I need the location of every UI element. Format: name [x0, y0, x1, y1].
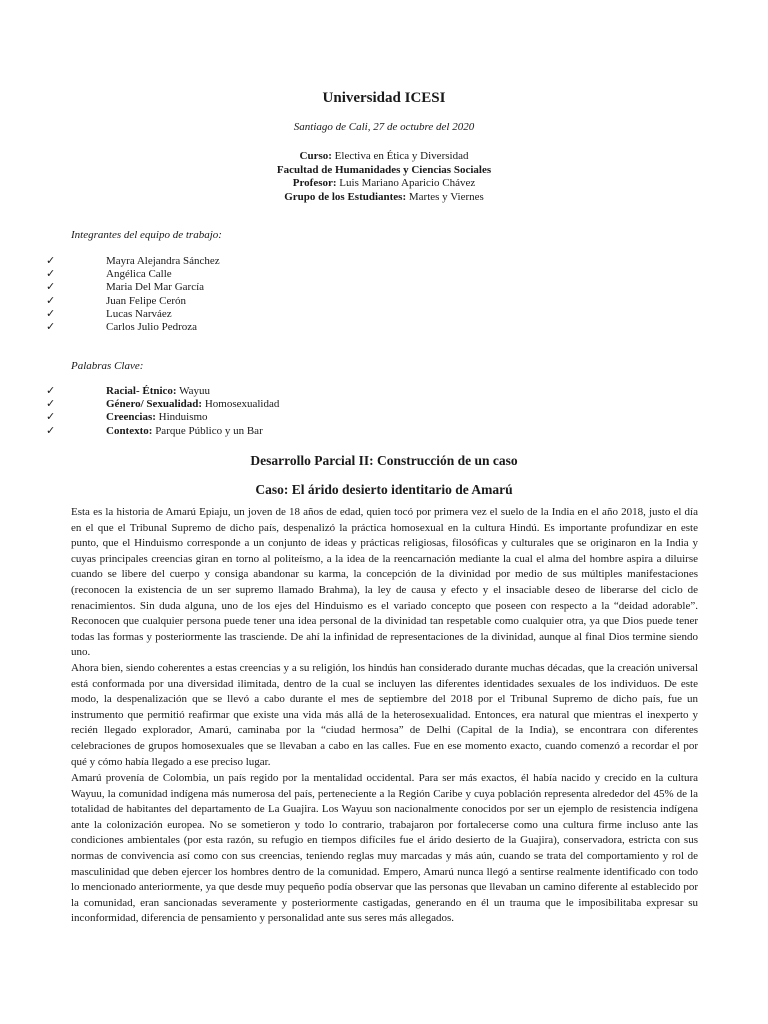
checkmark-icon: ✓: [46, 294, 56, 307]
list-item: ✓ Contexto: Parque Público y un Bar: [46, 424, 263, 437]
list-item: ✓ Racial- Étnico: Wayuu: [46, 385, 211, 397]
checkmark-icon: ✓: [46, 281, 56, 294]
list-item: ✓ Maria Del Mar García: [46, 281, 205, 294]
document-date: Santiago de Cali, 27 de octubre del 2020: [293, 121, 475, 133]
team-list: [46, 255, 446, 334]
paragraph-3: Amarú provenía de Colombia, un país regido por la mentalidad occidental. Para ser más exactos, él había nacido y crecido en la cultura Wayuu, la comunidad indígena más numerosa del país, perteneciente a la Región Caribe y cuya población representa alrededor del 45% de la totalidad de habitantes del departamento de La Guajira. Los Wayuu son nacionalmente conocidos por ser un ejemplo de resistencia indígena ante la colonización europea. No se sometieron y todo lo contrario, trabajaron por fortalecerse como una cultura firme incluso ante las condiciones ambientales (por esta razón, su refugio en tiempos difíciles fue el árido desierto de la Guajira), conservadora, estricta con sus normas de convivencia así como con sus creencias, teniendo reglas muy marcadas y más aún, cuando se trata del comportamiento y rol de masculinidad que deben ejercer los hombres dentro de la comunidad. Empero, Amarú nunca llegó a sentirse realmente identificado con todo lo mencionado anteriormente, ya que desde muy pequeño podía observar que las personas que llevaban un camino diferente al establecido por la comunidad, eran sancionadas severamente y posteriormente castigadas, generando en él un trauma que le imposibilitaba expresar su inconformidad, diferencia de pensamiento y personalidad ante sus seres más allegados.: [71, 772, 698, 925]
checkmark-icon: ✓: [46, 385, 56, 397]
course-info: [0, 150, 768, 204]
checkmark-icon: ✓: [46, 255, 56, 267]
paragraph-2: Ahora bien, siendo coherentes a estas creencias y a su religión, los hindús han considerado durante muchas décadas, que la creación universal está conformada por una diversidad ilimitada, dentro de la cual se incluyen las diferentes identidades sexuales de los individuos. De este modo, la despenalización que se llevó a cabo durante el mes de septiembre del 2018 por el Tribunal Supremo de dicho país, fue un instrumento que permitió reafirmar que existe una vida más allá de la heterosexualidad. Entonces, era natural que mientras el inexperto y recién llegado explorador, Amarú, caminaba por la “ciudad hermosa” de Delhi (Capital de la India), se encontrara con diferentes celebraciones de grupos homosexuales que se llevaban a cabo en las calles. Fue en ese momento exacto, cuando comenzó a recordar el por qué y cómo había llegado a ese preciso lugar.: [71, 662, 698, 768]
faculty-line: Facultad de Humanidades y Ciencias Sociales: [276, 163, 492, 176]
list-item: ✓ Juan Felipe Cerón: [46, 294, 187, 307]
list-item: ✓ Angélica Calle: [46, 268, 172, 281]
section-heading: Desarrollo Parcial II: Construcción de un caso: [250, 453, 518, 468]
case-heading: Caso: El árido desierto identitario de Amarú: [255, 482, 513, 497]
document-title: Universidad ICESI: [322, 90, 446, 106]
checkmark-icon: ✓: [46, 307, 56, 320]
list-item: ✓ Creencias: Hinduismo: [46, 411, 208, 424]
professor-line: Profesor: Luis Mariano Aparicio Chávez: [292, 177, 476, 189]
checkmark-icon: ✓: [46, 398, 56, 411]
checkmark-icon: ✓: [46, 411, 56, 424]
keywords-list: [46, 385, 446, 438]
team-label: Integrantes del equipo de trabajo:: [71, 229, 222, 241]
course-line: Curso: Electiva en Ética y Diversidad: [299, 150, 469, 162]
list-item: ✓ Mayra Alejandra Sánchez: [46, 255, 220, 267]
checkmark-icon: ✓: [46, 321, 56, 334]
paragraph-1: Esta es la historia de Amarú Epiaju, un joven de 18 años de edad, quien tocó por primera vez el suelo de la India en el año 2018, justo el día en el que el Tribunal Supremo de dicho país, despenalizó la práctica homosexual en la cultura Hindú. Es importante profundizar en este punto, que el Hinduismo corresponde a un conjunto de ideas y prácticas religiosas, filosóficas y culturales que se originaron en la India y cuyas principales creencias giran en torno al politeísmo, a la idea de la reencarnación mediante la cual el alma del hombre aspira a diluirse cuando se libere del cuerpo y consiga abandonar su karma, la concepción de la divinidad por medio de sus múltiples manifestaciones (reconocen la existencia de un ser supremo llamado Brahma), la ley de causa y efecto y el insaciable deseo de liberarse del ciclo de renacimientos. Sin duda alguna, uno de los ejes del Hinduismo es el variado concepto que poseen con respecto a la “deidad adorable”. Reconocen que cualquier persona puede tener una idea personal de la divinidad tan respetable como cualquier otra, ya que Dios puede tener todas las formas y posteriormente las trasciende. De ahí la infinidad de representaciones de la divinidad, aunque al final Dios termine siendo uno.: [71, 506, 698, 659]
checkmark-icon: ✓: [46, 424, 56, 437]
group-line: Grupo de los Estudiantes: Martes y Viernes: [284, 190, 484, 203]
list-item: ✓ Lucas Narváez: [46, 307, 172, 320]
checkmark-icon: ✓: [46, 268, 56, 281]
list-item: ✓ Carlos Julio Pedroza: [46, 321, 198, 334]
keywords-label: Palabras Clave:: [71, 360, 144, 372]
list-item: ✓ Género/ Sexualidad: Homosexualidad: [46, 398, 280, 411]
